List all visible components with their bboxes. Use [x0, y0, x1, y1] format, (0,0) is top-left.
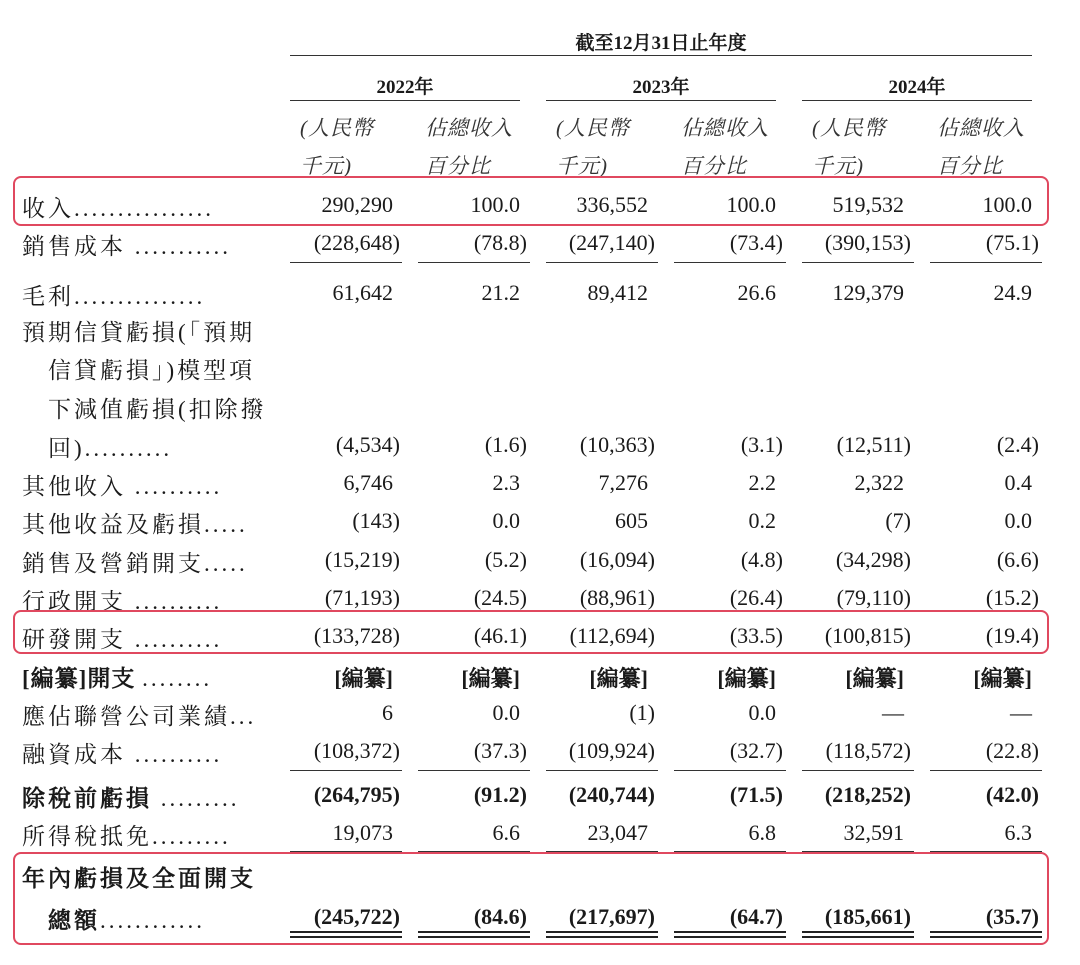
value-lbt-2023-pct: (71.5) — [729, 782, 783, 807]
col-header-rmb-2023: (人民幣 千元) — [556, 116, 630, 178]
subtotal-rule — [802, 770, 914, 771]
value-total-loss-2024-pct: (35.7) — [985, 904, 1039, 929]
value-selling-2024-rmb: (34,298) — [835, 547, 911, 572]
value-finance-2022-pct: (37.3) — [473, 738, 527, 763]
year-2024-header: 2024年 — [888, 77, 946, 98]
subtotal-rule — [930, 770, 1042, 771]
value-total-loss-2024-rmb: (185,661) — [824, 904, 911, 929]
value-redacted-2022-pct: [編纂] — [461, 666, 520, 691]
value-associates-2024-rmb: — — [882, 700, 904, 725]
value-finance-2023-pct: (32.7) — [729, 738, 783, 763]
value-other-income-2022-pct: 2.3 — [492, 470, 520, 495]
value-gross-profit-2024-rmb: 129,379 — [832, 280, 904, 305]
value-other-gains-2022-pct: 0.0 — [492, 508, 520, 533]
value-revenue-2024-rmb: 519,532 — [832, 192, 904, 217]
row-label-ecl-line3: 下減值虧損(扣除撥 — [48, 397, 267, 422]
value-ecl-2023-rmb: (10,363) — [579, 432, 655, 457]
value-rnd-2023-rmb: (112,694) — [569, 623, 655, 648]
year-rule-2023 — [546, 100, 776, 101]
year-2022-header: 2022年 — [376, 77, 434, 98]
row-label-cost-of-sales: 銷售成本 ........... — [22, 234, 231, 259]
value-cost-of-sales-2023-pct: (73.4) — [729, 230, 783, 255]
row-label-rnd: 研發開支 .......... — [22, 627, 223, 652]
value-other-income-2022-rmb: 6,746 — [343, 470, 393, 495]
value-gross-profit-2022-pct: 21.2 — [481, 280, 520, 305]
row-label-ecl-line2: 信貸虧損」)模型項 — [48, 358, 256, 383]
value-rnd-2024-rmb: (100,815) — [824, 623, 911, 648]
value-admin-2022-rmb: (71,193) — [324, 585, 400, 610]
value-ecl-2024-pct: (2.4) — [996, 432, 1039, 457]
value-associates-2022-pct: 0.0 — [492, 700, 520, 725]
value-selling-2023-pct: (4.8) — [740, 547, 783, 572]
row-label-other-income: 其他收入 .......... — [22, 474, 223, 499]
value-tax-2022-rmb: 19,073 — [332, 820, 393, 845]
value-cost-of-sales-2022-pct: (78.8) — [473, 230, 527, 255]
value-rnd-2024-pct: (19.4) — [985, 623, 1039, 648]
subtotal-rule — [418, 262, 530, 263]
row-label-ecl-line1: 預期信貸虧損(「預期 — [22, 320, 256, 345]
row-label-total-loss-line1: 年內虧損及全面開支 — [22, 866, 256, 891]
value-associates-2023-rmb: (1) — [629, 700, 655, 725]
value-lbt-2022-rmb: (264,795) — [313, 782, 400, 807]
value-lbt-2024-pct: (42.0) — [985, 782, 1039, 807]
value-associates-2024-pct: — — [1010, 700, 1032, 725]
col-header-rmb-2024: (人民幣 千元) — [812, 116, 886, 178]
subtotal-rule — [930, 262, 1042, 263]
subtotal-rule — [674, 770, 786, 771]
value-tax-2024-pct: 6.3 — [1004, 820, 1032, 845]
value-tax-2024-rmb: 32,591 — [843, 820, 904, 845]
value-gross-profit-2022-rmb: 61,642 — [332, 280, 393, 305]
value-revenue-2023-pct: 100.0 — [726, 192, 776, 217]
value-admin-2023-pct: (26.4) — [729, 585, 783, 610]
value-admin-2024-pct: (15.2) — [985, 585, 1039, 610]
value-other-income-2024-rmb: 2,322 — [854, 470, 904, 495]
highlight-revenue-row — [13, 176, 1049, 226]
value-selling-2022-rmb: (15,219) — [324, 547, 400, 572]
value-admin-2022-pct: (24.5) — [473, 585, 527, 610]
row-label-selling-marketing: 銷售及營銷開支..... — [22, 551, 248, 576]
value-other-income-2023-pct: 2.2 — [748, 470, 776, 495]
value-cost-of-sales-2024-rmb: (390,153) — [824, 230, 911, 255]
value-tax-2023-pct: 6.8 — [748, 820, 776, 845]
row-label-redacted-expenses: [編纂]開支 ........ — [22, 666, 213, 691]
value-tax-2022-pct: 6.6 — [492, 820, 520, 845]
value-lbt-2024-rmb: (218,252) — [824, 782, 911, 807]
value-gross-profit-2024-pct: 24.9 — [993, 280, 1032, 305]
row-label-gross-profit: 毛利............... — [22, 284, 206, 309]
row-label-ecl-line4: 回).......... — [48, 436, 173, 461]
value-admin-2023-rmb: (88,961) — [579, 585, 655, 610]
value-associates-2023-pct: 0.0 — [748, 700, 776, 725]
value-rnd-2022-pct: (46.1) — [473, 623, 527, 648]
col-header-rmb-2022: (人民幣 千元) — [300, 116, 374, 178]
value-rnd-2022-rmb: (133,728) — [313, 623, 400, 648]
value-lbt-2022-pct: (91.2) — [473, 782, 527, 807]
value-cost-of-sales-2024-pct: (75.1) — [985, 230, 1039, 255]
value-cost-of-sales-2022-rmb: (228,648) — [313, 230, 400, 255]
subtotal-rule — [546, 262, 658, 263]
value-lbt-2023-rmb: (240,744) — [568, 782, 655, 807]
period-title: 截至12月31日止年度 — [575, 33, 747, 54]
value-other-gains-2023-pct: 0.2 — [748, 508, 776, 533]
value-redacted-2024-rmb: [編纂] — [845, 666, 904, 691]
row-label-share-of-associates: 應佔聯營公司業績... — [22, 704, 257, 729]
value-ecl-2022-pct: (1.6) — [484, 432, 527, 457]
value-other-gains-2022-rmb: (143) — [352, 508, 400, 533]
value-revenue-2022-pct: 100.0 — [470, 192, 520, 217]
value-total-loss-2022-rmb: (245,722) — [313, 904, 400, 929]
value-other-gains-2023-rmb: 605 — [615, 508, 648, 533]
value-ecl-2024-rmb: (12,511) — [836, 432, 911, 457]
subtotal-rule — [674, 262, 786, 263]
value-revenue-2024-pct: 100.0 — [982, 192, 1032, 217]
subtotal-rule — [290, 770, 402, 771]
row-label-loss-before-tax: 除稅前虧損 ......... — [22, 786, 240, 811]
value-redacted-2023-pct: [編纂] — [717, 666, 776, 691]
value-ecl-2023-pct: (3.1) — [740, 432, 783, 457]
year-2023-header: 2023年 — [632, 77, 690, 98]
value-finance-2023-rmb: (109,924) — [568, 738, 655, 763]
value-gross-profit-2023-pct: 26.6 — [737, 280, 776, 305]
value-ecl-2022-rmb: (4,534) — [335, 432, 400, 457]
value-cost-of-sales-2023-rmb: (247,140) — [568, 230, 655, 255]
value-redacted-2022-rmb: [編纂] — [334, 666, 393, 691]
year-rule-2024 — [802, 100, 1032, 101]
value-tax-2023-rmb: 23,047 — [587, 820, 648, 845]
value-selling-2022-pct: (5.2) — [484, 547, 527, 572]
highlight-total-loss-row — [13, 852, 1049, 945]
subtotal-rule — [418, 770, 530, 771]
value-admin-2024-rmb: (79,110) — [836, 585, 911, 610]
row-label-admin: 行政開支 .......... — [22, 589, 223, 614]
value-rnd-2023-pct: (33.5) — [729, 623, 783, 648]
row-label-finance-costs: 融資成本 .......... — [22, 742, 223, 767]
col-header-pct-2022: 佔總收入 百分比 — [425, 116, 513, 178]
highlight-rnd-row — [13, 610, 1049, 654]
value-redacted-2023-rmb: [編纂] — [589, 666, 648, 691]
row-label-revenue: 收入................ — [22, 196, 214, 221]
row-label-income-tax-credit: 所得稅抵免......... — [22, 824, 231, 849]
value-total-loss-2023-rmb: (217,697) — [568, 904, 655, 929]
subtotal-rule — [290, 262, 402, 263]
col-header-pct-2023: 佔總收入 百分比 — [681, 116, 769, 178]
subtotal-rule — [546, 770, 658, 771]
subtotal-rule — [802, 262, 914, 263]
col-header-pct-2024: 佔總收入 百分比 — [937, 116, 1025, 178]
year-rule-2022 — [290, 100, 520, 101]
value-other-gains-2024-rmb: (7) — [885, 508, 911, 533]
value-other-income-2023-rmb: 7,276 — [598, 470, 648, 495]
value-associates-2022-rmb: 6 — [382, 700, 393, 725]
value-total-loss-2023-pct: (64.7) — [729, 904, 783, 929]
value-redacted-2024-pct: [編纂] — [973, 666, 1032, 691]
value-other-income-2024-pct: 0.4 — [1004, 470, 1032, 495]
value-revenue-2022-rmb: 290,290 — [321, 192, 393, 217]
value-revenue-2023-rmb: 336,552 — [576, 192, 648, 217]
value-finance-2024-rmb: (118,572) — [825, 738, 911, 763]
value-selling-2024-pct: (6.6) — [996, 547, 1039, 572]
row-label-total-loss-line2: 總額............ — [48, 908, 205, 933]
period-rule — [290, 55, 1032, 56]
row-label-other-gains-losses: 其他收益及虧損..... — [22, 512, 248, 537]
value-finance-2024-pct: (22.8) — [985, 738, 1039, 763]
value-other-gains-2024-pct: 0.0 — [1004, 508, 1032, 533]
value-selling-2023-rmb: (16,094) — [579, 547, 655, 572]
value-total-loss-2022-pct: (84.6) — [473, 904, 527, 929]
value-finance-2022-rmb: (108,372) — [313, 738, 400, 763]
value-gross-profit-2023-rmb: 89,412 — [587, 280, 648, 305]
